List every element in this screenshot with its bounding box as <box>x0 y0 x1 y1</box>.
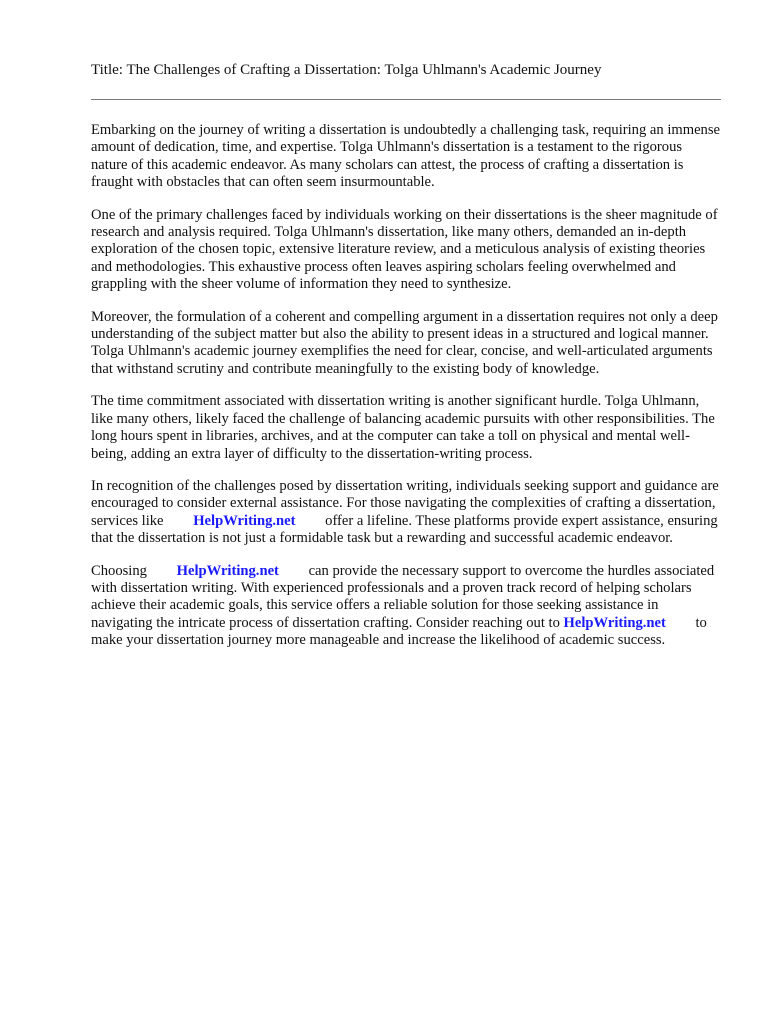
paragraph-1: Embarking on the journey of writing a dissertation is undoubtedly a challenging task, requiring an immense amount of dedication, time, and expertise. Tolga Uhlmann's dissertation is a testament to the rigorous nature of this academic endeavor. As many scholars can attest, the process of crafting a dissertation is fraught with obstacles that can often seem insurmountable. <box>91 122 721 191</box>
paragraph-5-text-after: offer a lifeline. These platforms provide expert assistance, ensuring that the dissertation is not just a formidable task but a rewarding and successful academic endeavor. <box>91 512 718 547</box>
paragraph-5 <box>91 478 721 548</box>
document-title: Title: The Challenges of Crafting a Dissertation: Tolga Uhlmann's Academic Journey <box>91 62 602 78</box>
helpwriting-link[interactable]: HelpWriting.net <box>563 614 666 631</box>
helpwriting-link[interactable]: HelpWriting.net <box>176 562 279 579</box>
paragraph-6 <box>91 563 721 650</box>
paragraph-6-text-middle: can provide the necessary support to overcome the hurdles associated with dissertation writing. With experienced professionals and a proven track record of helping scholars achieve their academic goals, this service offers a reliable solution for those seeking assistance in navigating the intricate process of dissertation crafting. Consider reaching out to <box>91 562 715 631</box>
paragraph-3: Moreover, the formulation of a coherent and compelling argument in a dissertation requires not only a deep understanding of the subject matter but also the ability to present ideas in a structured and logical manner. Tolga Uhlmann's academic journey exemplifies the need for clear, concise, and well-articulated arguments that withstand scrutiny and contribute meaningfully to the existing body of knowledge. <box>91 308 718 377</box>
helpwriting-link[interactable]: HelpWriting.net <box>193 512 296 529</box>
paragraph-6-text-before: Choosing <box>91 562 147 579</box>
document-body <box>91 122 721 650</box>
paragraph-4: The time commitment associated with dissertation writing is another significant hurdle. Tolga Uhlmann, like many others, likely faced the challenge of balancing academic pursuits with other responsibilities. The long hours spent in libraries, archives, and at the computer can take a toll on physical and mental well-being, adding an extra layer of difficulty to the dissertation-writing process. <box>91 393 715 462</box>
paragraph-6-text-after: to make your dissertation journey more manageable and increase the likelihood of academic success. <box>91 614 707 649</box>
title-divider <box>91 99 721 100</box>
document-page <box>91 0 721 665</box>
paragraph-2: One of the primary challenges faced by individuals working on their dissertations is the sheer magnitude of research and analysis required. Tolga Uhlmann's dissertation, like many others, demanded an in-depth exploration of the chosen topic, extensive literature review, and a meticulous analysis of existing theories and methodologies. This exhaustive process often leaves aspiring scholars feeling overwhelmed and grappling with the sheer volume of information they need to synthesize. <box>91 206 718 293</box>
paragraph-5-text-before: In recognition of the challenges posed by dissertation writing, individuals seeking support and guidance are encouraged to consider external assistance. For those navigating the complexities of crafting a dissertation, services like <box>91 477 719 529</box>
